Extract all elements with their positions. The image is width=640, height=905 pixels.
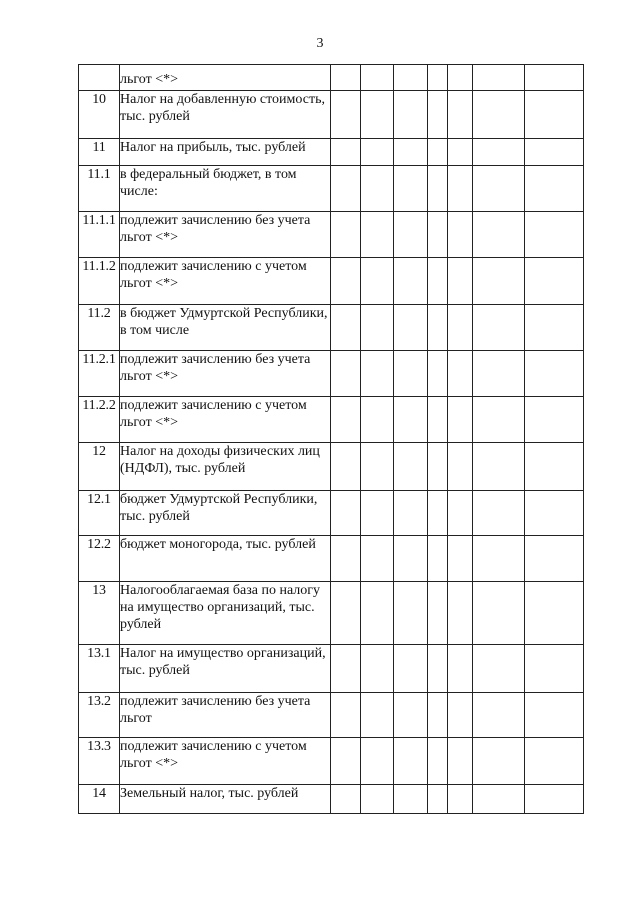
- tax-indicators-table: [78, 64, 584, 814]
- value-cell: [331, 443, 361, 491]
- value-cell: [473, 139, 525, 166]
- value-cell: [428, 166, 448, 212]
- value-cell: [361, 258, 394, 305]
- row-number: 13.3: [79, 738, 120, 785]
- value-cell: [361, 738, 394, 785]
- table-row: [79, 258, 584, 305]
- value-cell: [331, 91, 361, 139]
- value-cell: [394, 397, 428, 443]
- row-number: 11.1.1: [79, 212, 120, 258]
- value-cell: [394, 536, 428, 582]
- row-label: Налогооблагаемая база по налогу на имущество организаций, тыс. рублей: [120, 582, 331, 645]
- value-cell: [361, 582, 394, 645]
- row-number: 11: [79, 139, 120, 166]
- value-cell: [361, 491, 394, 536]
- table-row: [79, 351, 584, 397]
- value-cell: [473, 305, 525, 351]
- value-cell: [473, 536, 525, 582]
- value-cell: [525, 397, 584, 443]
- value-cell: [448, 305, 473, 351]
- table-row: [79, 738, 584, 785]
- value-cell: [331, 491, 361, 536]
- row-label: Налог на имущество организаций, тыс. рублей: [120, 645, 331, 693]
- value-cell: [331, 693, 361, 738]
- row-label: подлежит зачислению с учетом льгот <*>: [120, 397, 331, 443]
- value-cell: [361, 351, 394, 397]
- value-cell: [331, 536, 361, 582]
- value-cell: [525, 443, 584, 491]
- value-cell: [361, 693, 394, 738]
- value-cell: [331, 212, 361, 258]
- value-cell: [361, 397, 394, 443]
- value-cell: [394, 258, 428, 305]
- row-label: Земельный налог, тыс. рублей: [120, 785, 331, 814]
- value-cell: [428, 582, 448, 645]
- row-label: в бюджет Удмуртской Республики, в том числе: [120, 305, 331, 351]
- value-cell: [394, 693, 428, 738]
- row-number: [79, 65, 120, 91]
- value-cell: [428, 693, 448, 738]
- row-number: 14: [79, 785, 120, 814]
- value-cell: [448, 491, 473, 536]
- value-cell: [448, 212, 473, 258]
- value-cell: [428, 351, 448, 397]
- row-number: 11.1: [79, 166, 120, 212]
- value-cell: [473, 258, 525, 305]
- value-cell: [525, 536, 584, 582]
- value-cell: [448, 139, 473, 166]
- row-number: 12.1: [79, 491, 120, 536]
- value-cell: [448, 443, 473, 491]
- value-cell: [394, 212, 428, 258]
- value-cell: [428, 305, 448, 351]
- value-cell: [361, 91, 394, 139]
- row-label: подлежит зачислению с учетом льгот <*>: [120, 258, 331, 305]
- row-number: 11.2: [79, 305, 120, 351]
- value-cell: [331, 645, 361, 693]
- row-label: льгот <*>: [120, 65, 331, 91]
- value-cell: [473, 351, 525, 397]
- value-cell: [525, 351, 584, 397]
- value-cell: [473, 582, 525, 645]
- value-cell: [525, 212, 584, 258]
- value-cell: [361, 443, 394, 491]
- row-label: подлежит зачислению без учета льгот: [120, 693, 331, 738]
- row-number: 12.2: [79, 536, 120, 582]
- row-number: 10: [79, 91, 120, 139]
- value-cell: [361, 166, 394, 212]
- value-cell: [394, 351, 428, 397]
- value-cell: [525, 582, 584, 645]
- value-cell: [428, 139, 448, 166]
- row-number: 11.2.2: [79, 397, 120, 443]
- value-cell: [525, 491, 584, 536]
- value-cell: [394, 65, 428, 91]
- value-cell: [448, 351, 473, 397]
- value-cell: [448, 582, 473, 645]
- table-row: [79, 443, 584, 491]
- table-row: [79, 693, 584, 738]
- value-cell: [525, 305, 584, 351]
- row-label: Налог на прибыль, тыс. рублей: [120, 139, 331, 166]
- value-cell: [473, 91, 525, 139]
- value-cell: [473, 645, 525, 693]
- table-row: [79, 212, 584, 258]
- value-cell: [331, 738, 361, 785]
- row-label: Налог на доходы физических лиц (НДФЛ), тыс. рублей: [120, 443, 331, 491]
- value-cell: [394, 785, 428, 814]
- value-cell: [394, 166, 428, 212]
- row-number: 11.1.2: [79, 258, 120, 305]
- row-label: бюджет моногорода, тыс. рублей: [120, 536, 331, 582]
- table-row: [79, 91, 584, 139]
- value-cell: [473, 491, 525, 536]
- value-cell: [473, 738, 525, 785]
- row-number: 13.2: [79, 693, 120, 738]
- value-cell: [473, 443, 525, 491]
- table-row: [79, 582, 584, 645]
- table-row: [79, 645, 584, 693]
- table-row: [79, 536, 584, 582]
- value-cell: [473, 166, 525, 212]
- value-cell: [428, 65, 448, 91]
- value-cell: [525, 91, 584, 139]
- value-cell: [361, 65, 394, 91]
- value-cell: [428, 397, 448, 443]
- value-cell: [525, 645, 584, 693]
- value-cell: [331, 582, 361, 645]
- value-cell: [473, 785, 525, 814]
- value-cell: [394, 305, 428, 351]
- value-cell: [428, 258, 448, 305]
- value-cell: [428, 212, 448, 258]
- row-label: подлежит зачислению с учетом льгот <*>: [120, 738, 331, 785]
- value-cell: [428, 443, 448, 491]
- value-cell: [361, 212, 394, 258]
- value-cell: [525, 65, 584, 91]
- table-row: [79, 139, 584, 166]
- value-cell: [428, 738, 448, 785]
- value-cell: [448, 785, 473, 814]
- row-label: подлежит зачислению без учета льгот <*>: [120, 212, 331, 258]
- value-cell: [331, 785, 361, 814]
- value-cell: [361, 139, 394, 166]
- value-cell: [361, 645, 394, 693]
- value-cell: [428, 785, 448, 814]
- value-cell: [525, 258, 584, 305]
- value-cell: [448, 738, 473, 785]
- value-cell: [394, 645, 428, 693]
- value-cell: [331, 397, 361, 443]
- value-cell: [394, 738, 428, 785]
- value-cell: [448, 91, 473, 139]
- value-cell: [525, 139, 584, 166]
- value-cell: [394, 443, 428, 491]
- value-cell: [394, 491, 428, 536]
- value-cell: [361, 305, 394, 351]
- value-cell: [394, 582, 428, 645]
- row-label: в федеральный бюджет, в том числе:: [120, 166, 331, 212]
- row-number: 12: [79, 443, 120, 491]
- value-cell: [428, 491, 448, 536]
- table-row: [79, 491, 584, 536]
- value-cell: [525, 738, 584, 785]
- value-cell: [331, 65, 361, 91]
- table-row: [79, 785, 584, 814]
- value-cell: [428, 645, 448, 693]
- value-cell: [525, 166, 584, 212]
- table-row: [79, 397, 584, 443]
- value-cell: [448, 258, 473, 305]
- value-cell: [361, 536, 394, 582]
- value-cell: [448, 397, 473, 443]
- value-cell: [473, 693, 525, 738]
- value-cell: [473, 397, 525, 443]
- value-cell: [331, 258, 361, 305]
- row-label: подлежит зачислению без учета льгот <*>: [120, 351, 331, 397]
- value-cell: [473, 212, 525, 258]
- value-cell: [394, 139, 428, 166]
- value-cell: [525, 785, 584, 814]
- row-number: 13: [79, 582, 120, 645]
- value-cell: [525, 693, 584, 738]
- value-cell: [361, 785, 394, 814]
- value-cell: [448, 645, 473, 693]
- value-cell: [394, 91, 428, 139]
- table-row: [79, 166, 584, 212]
- value-cell: [428, 536, 448, 582]
- table-row: [79, 65, 584, 91]
- value-cell: [448, 536, 473, 582]
- row-label: Налог на добавленную стоимость, тыс. рублей: [120, 91, 331, 139]
- value-cell: [448, 693, 473, 738]
- page-number: 3: [316, 36, 324, 51]
- value-cell: [331, 139, 361, 166]
- value-cell: [448, 166, 473, 212]
- value-cell: [448, 65, 473, 91]
- row-number: 13.1: [79, 645, 120, 693]
- row-label: бюджет Удмуртской Республики, тыс. рублей: [120, 491, 331, 536]
- value-cell: [331, 305, 361, 351]
- value-cell: [331, 351, 361, 397]
- table-row: [79, 305, 584, 351]
- value-cell: [331, 166, 361, 212]
- row-number: 11.2.1: [79, 351, 120, 397]
- value-cell: [428, 91, 448, 139]
- value-cell: [473, 65, 525, 91]
